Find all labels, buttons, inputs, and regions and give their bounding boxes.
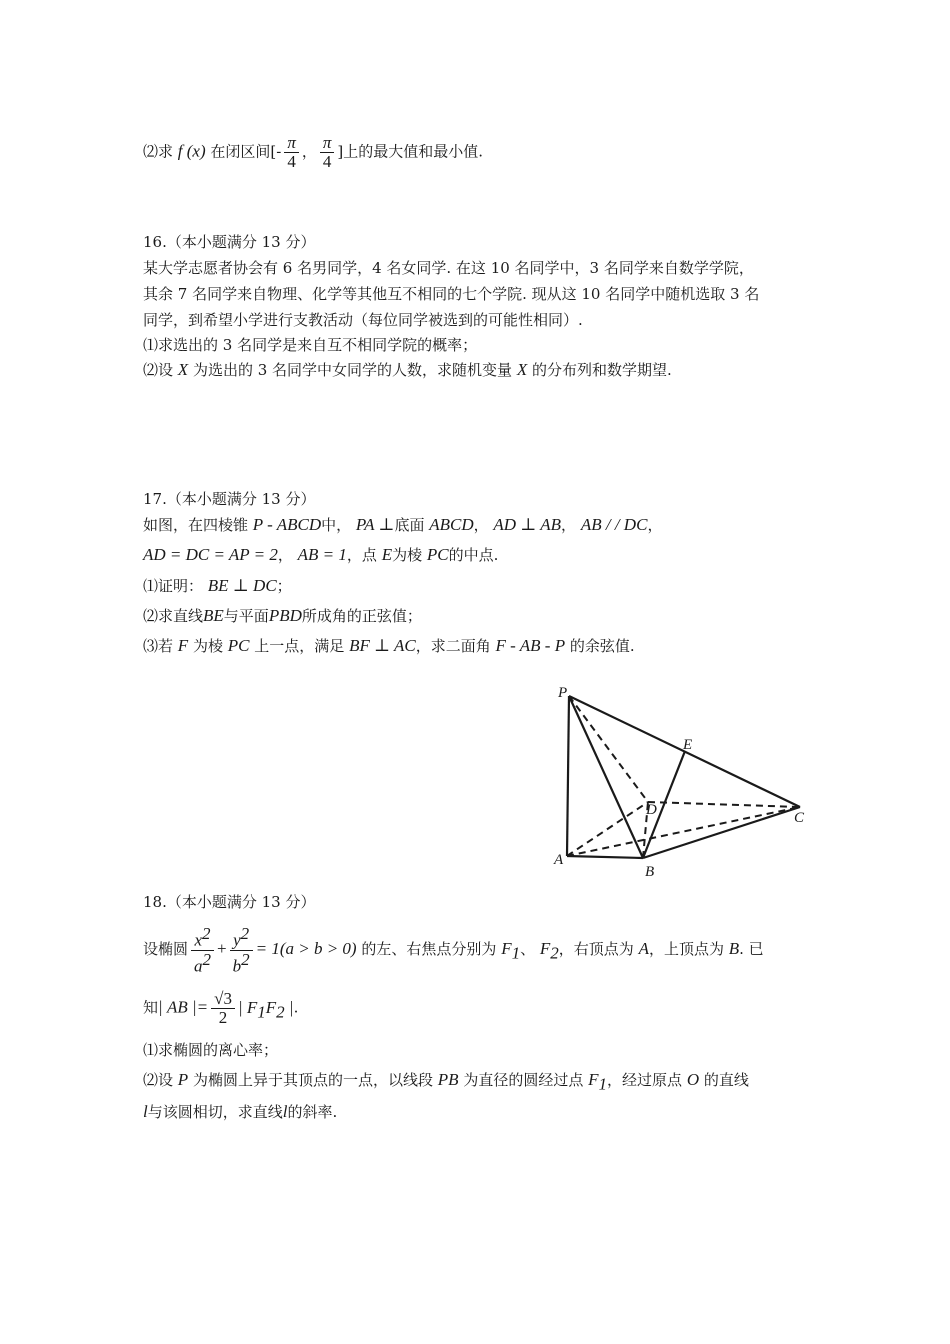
edge-PB (569, 696, 643, 858)
edge-BC (643, 807, 800, 858)
q18-part2: ⑵设 P 为椭圆上异于其顶点的一点，以线段 PB 为直径的圆经过点 $F_1$，经过原点 O 的直线 (143, 1070, 749, 1094)
q17-header: 17.（本小题满分 13 分） (143, 490, 316, 508)
q17-part3: ⑶若 F 为棱 PC 上一点，满足 BF ⊥ AC，求二面角 F - AB - P 的余弦值. (143, 636, 635, 655)
q18-header: 18.（本小题满分 13 分） (143, 893, 316, 911)
q16-part1: ⑴求选出的 3 名同学是来自互不相同学院的概率； (143, 336, 478, 354)
q18-line2: 知| AB |= $\frac{√3}{2}$ | $F_1F_2$ |. (143, 989, 299, 1027)
pyramid-figure (540, 678, 820, 883)
math-fx: f (x) (177, 141, 206, 161)
label-E: E (683, 737, 693, 753)
fraction-y2-b2: $\frac{y^2}{b^2}$ (230, 925, 253, 975)
q15-part2: ⑵求 f (x) 在闭区间[- $\frac{\pi}{4}$ ， $\frac{\pi}{4}$ ]上的最大值和最小值. (143, 133, 484, 171)
q18-part2-cont: l与该圆相切，求直线l的斜率. (143, 1102, 338, 1121)
q16-part2: ⑵设 X 为选出的 3 名同学中女同学的人数，求随机变量 X 的分布列和数学期望. (143, 360, 672, 379)
q16-body-line3: 同学，到希望小学进行支教活动（每位同学被选到的可能性相同）. (143, 311, 583, 329)
fraction-pi-over-4-b: $\frac{\pi}{4}$ (320, 134, 335, 171)
q18-line1: 设椭圆 $\frac{x^2}{a^2}$ + $\frac{y^2}{b^2}$ = 1(a > b > 0) 的左、右焦点分别为 $F_1$、 $F_2$，右顶点为 A，上顶点为 B. 已 (143, 924, 764, 976)
q17-line1: 如图，在四棱锥 P - ABCD中， PA ⊥底面 ABCD， AD ⊥ AB， AB / / DC， (143, 515, 663, 534)
edge-PD (569, 696, 648, 802)
label-C: C (794, 810, 805, 826)
q17-line2: AD = DC = AP = 2， AB = 1，点 E为棱 PC的中点. (143, 545, 499, 564)
edge-DC (648, 802, 800, 807)
label-D: D (646, 802, 657, 818)
fraction-pi-over-4: $\frac{\pi}{4}$ (284, 134, 299, 171)
label-P: P (558, 685, 568, 701)
fraction-sqrt3-over-2: $\frac{√3}{2}$ (211, 990, 235, 1027)
q16-body-line1: 某大学志愿者协会有 6 名男同学，4 名女同学. 在这 10 名同学中，3 名同学来自数学学院， (143, 259, 754, 277)
q17-part2: ⑵求直线BE与平面PBD所成角的正弦值； (143, 606, 422, 625)
q16-body-line2: 其余 7 名同学来自物理、化学等其他互不相同的七个学院. 现从这 10 名同学中随机选取 3 名 (143, 285, 760, 303)
edge-PA (567, 696, 569, 856)
q17-part1: ⑴证明： BE ⊥ DC； (143, 576, 292, 595)
fraction-x2-a2: $\frac{x^2}{a^2}$ (191, 925, 214, 975)
label-B: B (645, 864, 655, 880)
label-A: A (554, 852, 564, 868)
q18-part1: ⑴求椭圆的离心率； (143, 1041, 279, 1059)
q16-header: 16.（本小题满分 13 分） (143, 233, 316, 251)
edge-AB (567, 856, 643, 858)
